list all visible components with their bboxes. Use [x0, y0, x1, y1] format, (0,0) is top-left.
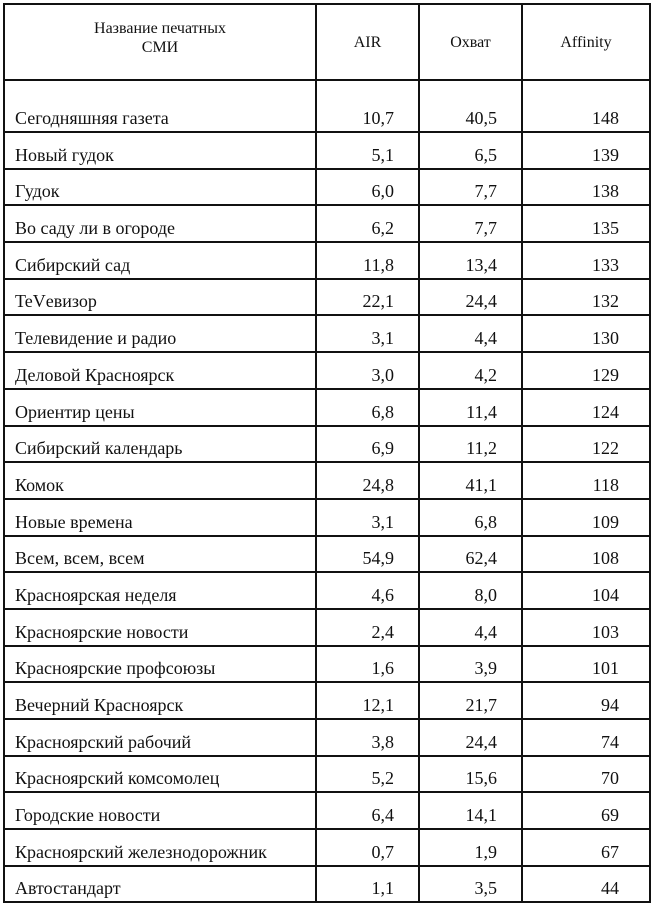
table-row: [4, 572, 650, 609]
cell-reach: 11,2: [419, 426, 522, 463]
cell-affinity: 135: [522, 205, 650, 242]
table-row: [4, 205, 650, 242]
cell-affinity: 104: [522, 572, 650, 609]
header-affinity: Affinity: [522, 4, 650, 80]
cell-affinity: 101: [522, 646, 650, 683]
cell-reach: 14,1: [419, 792, 522, 829]
cell-reach: 13,4: [419, 242, 522, 279]
cell-air: 3,1: [316, 315, 419, 352]
cell-reach: 1,9: [419, 829, 522, 866]
cell-reach: 4,4: [419, 315, 522, 352]
cell-affinity: 103: [522, 609, 650, 646]
cell-affinity: 132: [522, 279, 650, 316]
table-row: [4, 792, 650, 829]
cell-affinity: 69: [522, 792, 650, 829]
cell-media-name: Сибирский сад: [4, 242, 316, 279]
cell-reach: 11,4: [419, 389, 522, 426]
table-row: [4, 132, 650, 169]
cell-reach: 6,8: [419, 499, 522, 536]
table-row: [4, 609, 650, 646]
table-row: [4, 866, 650, 903]
cell-media-name: Новый гудок: [4, 132, 316, 169]
cell-media-name: Красноярский комсомолец: [4, 756, 316, 793]
cell-affinity: 108: [522, 536, 650, 573]
cell-reach: 21,7: [419, 682, 522, 719]
cell-air: 22,1: [316, 279, 419, 316]
cell-media-name: Вечерний Красноярск: [4, 682, 316, 719]
cell-reach: 62,4: [419, 536, 522, 573]
header-reach: Охват: [419, 4, 522, 80]
cell-media-name: Ориентир цены: [4, 389, 316, 426]
cell-reach: 7,7: [419, 205, 522, 242]
cell-affinity: 44: [522, 866, 650, 903]
cell-reach: 40,5: [419, 80, 522, 132]
cell-media-name: Новые времена: [4, 499, 316, 536]
table-body: [4, 80, 650, 902]
cell-reach: 4,2: [419, 352, 522, 389]
cell-reach: 6,5: [419, 132, 522, 169]
cell-media-name: Комок: [4, 462, 316, 499]
cell-air: 3,1: [316, 499, 419, 536]
cell-reach: 3,9: [419, 646, 522, 683]
cell-air: 0,7: [316, 829, 419, 866]
cell-media-name: Красноярский рабочий: [4, 719, 316, 756]
cell-reach: 24,4: [419, 279, 522, 316]
cell-media-name: Автостандарт: [4, 866, 316, 903]
cell-air: 10,7: [316, 80, 419, 132]
table-row: [4, 279, 650, 316]
cell-air: 1,6: [316, 646, 419, 683]
cell-affinity: 138: [522, 169, 650, 206]
cell-media-name: TeVевизор: [4, 279, 316, 316]
cell-reach: 4,4: [419, 609, 522, 646]
cell-affinity: 129: [522, 352, 650, 389]
table-row: [4, 829, 650, 866]
cell-reach: 15,6: [419, 756, 522, 793]
table-row: [4, 389, 650, 426]
cell-air: 6,2: [316, 205, 419, 242]
cell-media-name: Гудок: [4, 169, 316, 206]
header-media-name: Название печатных СМИ: [4, 4, 316, 80]
print-media-table: [3, 3, 651, 903]
cell-affinity: 67: [522, 829, 650, 866]
cell-reach: 24,4: [419, 719, 522, 756]
cell-air: 5,1: [316, 132, 419, 169]
cell-media-name: Красноярская неделя: [4, 572, 316, 609]
cell-air: 6,4: [316, 792, 419, 829]
cell-affinity: 122: [522, 426, 650, 463]
cell-air: 5,2: [316, 756, 419, 793]
cell-affinity: 148: [522, 80, 650, 132]
cell-reach: 41,1: [419, 462, 522, 499]
cell-reach: 3,5: [419, 866, 522, 903]
header-row: [4, 4, 650, 80]
header-air: AIR: [316, 4, 419, 80]
table-row: [4, 499, 650, 536]
cell-media-name: Городские новости: [4, 792, 316, 829]
cell-media-name: Во саду ли в огороде: [4, 205, 316, 242]
cell-air: 1,1: [316, 866, 419, 903]
cell-air: 4,6: [316, 572, 419, 609]
cell-affinity: 70: [522, 756, 650, 793]
cell-air: 6,8: [316, 389, 419, 426]
cell-air: 54,9: [316, 536, 419, 573]
cell-air: 3,8: [316, 719, 419, 756]
table-row: [4, 719, 650, 756]
cell-air: 6,0: [316, 169, 419, 206]
cell-affinity: 133: [522, 242, 650, 279]
table-row: [4, 169, 650, 206]
table-header: [4, 4, 650, 80]
cell-air: 24,8: [316, 462, 419, 499]
cell-air: 12,1: [316, 682, 419, 719]
cell-affinity: 109: [522, 499, 650, 536]
table-row: [4, 462, 650, 499]
cell-air: 3,0: [316, 352, 419, 389]
cell-media-name: Деловой Красноярск: [4, 352, 316, 389]
cell-air: 6,9: [316, 426, 419, 463]
cell-affinity: 130: [522, 315, 650, 352]
table-row: [4, 756, 650, 793]
table-row: [4, 536, 650, 573]
cell-media-name: Телевидение и радио: [4, 315, 316, 352]
cell-media-name: Сибирский календарь: [4, 426, 316, 463]
table-row: [4, 646, 650, 683]
cell-affinity: 124: [522, 389, 650, 426]
cell-air: 2,4: [316, 609, 419, 646]
table-row: [4, 80, 650, 132]
cell-affinity: 118: [522, 462, 650, 499]
cell-media-name: Красноярские новости: [4, 609, 316, 646]
cell-reach: 7,7: [419, 169, 522, 206]
table-row: [4, 242, 650, 279]
cell-media-name: Красноярский железнодорожник: [4, 829, 316, 866]
table-row: [4, 315, 650, 352]
cell-affinity: 139: [522, 132, 650, 169]
cell-media-name: Сегодняшняя газета: [4, 80, 316, 132]
cell-media-name: Всем, всем, всем: [4, 536, 316, 573]
cell-media-name: Красноярские профсоюзы: [4, 646, 316, 683]
table-row: [4, 426, 650, 463]
table-row: [4, 682, 650, 719]
cell-reach: 8,0: [419, 572, 522, 609]
table-row: [4, 352, 650, 389]
cell-air: 11,8: [316, 242, 419, 279]
cell-affinity: 74: [522, 719, 650, 756]
cell-affinity: 94: [522, 682, 650, 719]
